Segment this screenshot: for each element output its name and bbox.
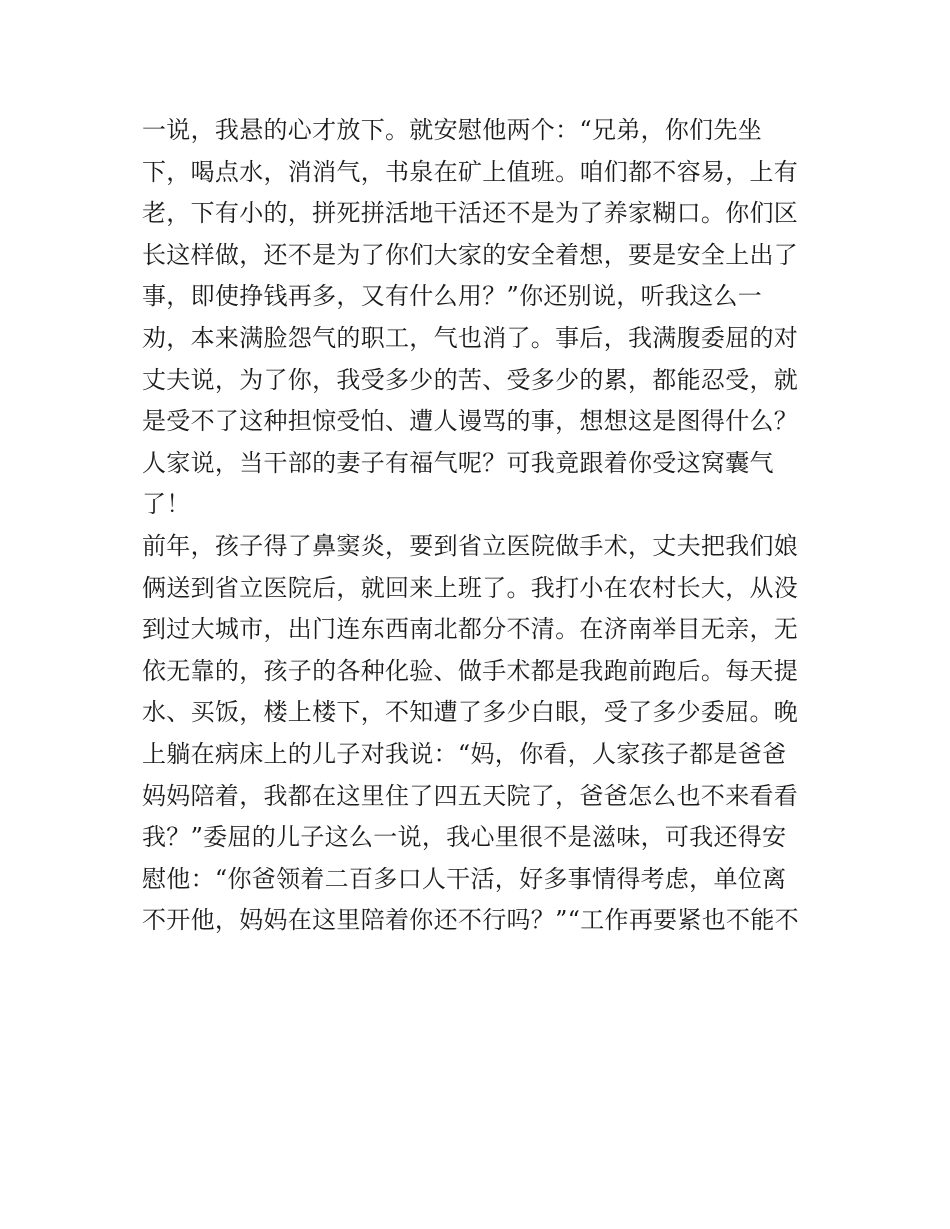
- text-line: 老，下有小的，拼死拼活地干活还不是为了养家糊口。你们区: [142, 199, 799, 228]
- text-line: 到过大城市，出门连东西南北都分不清。在济南举目无亲，无: [142, 615, 799, 644]
- text-line: 上躺在病床上的儿子对我说：“妈，你看，人家孩子都是爸爸: [142, 739, 787, 768]
- text-line: 妈妈陪着，我都在这里住了四五天院了，爸爸怎么也不来看看: [142, 781, 799, 810]
- text-line: 我？”委屈的儿子这么一说，我心里很不是滋味，可我还得安: [142, 823, 787, 852]
- text-line: 人家说，当干部的妻子有福气呢？可我竟跟着你受这窝囊气: [142, 448, 774, 477]
- text-line: 慰他：“你爸领着二百多口人干活，好多事情得考虑，单位离: [142, 864, 787, 893]
- text-line: 长这样做，还不是为了你们大家的安全着想，要是安全上出了: [142, 240, 799, 269]
- text-line: 事，即使挣钱再多，又有什么用？”你还别说，听我这么一: [142, 282, 763, 311]
- text-line: 依无靠的，孩子的各种化验、做手术都是我跑前跑后。每天提: [142, 656, 799, 685]
- body-text: [142, 110, 822, 942]
- text-line: 是受不了这种担惊受怕、遭人谩骂的事，想想这是图得什么？: [142, 407, 799, 436]
- text-line: 水、买饭，楼上楼下，不知遭了多少白眼，受了多少委屈。晚: [142, 698, 799, 727]
- text-line: 俩送到省立医院后，就回来上班了。我打小在农村长大，从没: [142, 573, 799, 602]
- text-line: 劝，本来满脸怨气的职工，气也消了。事后，我满腹委屈的对: [142, 323, 799, 352]
- text-line: 了！: [142, 490, 191, 519]
- text-line: 不开他，妈妈在这里陪着你还不行吗？”“工作再要紧也不能不: [142, 906, 799, 935]
- text-line: 前年，孩子得了鼻窦炎，要到省立医院做手术，丈夫把我们娘: [142, 531, 799, 560]
- text-line: 丈夫说，为了你，我受多少的苦、受多少的累，都能忍受，就: [142, 365, 799, 394]
- text-line: 下，喝点水，消消气，书泉在矿上值班。咱们都不容易，上有: [142, 157, 799, 186]
- text-line: 一说，我悬的心才放下。就安慰他两个：“兄弟，你们先坐: [142, 116, 763, 144]
